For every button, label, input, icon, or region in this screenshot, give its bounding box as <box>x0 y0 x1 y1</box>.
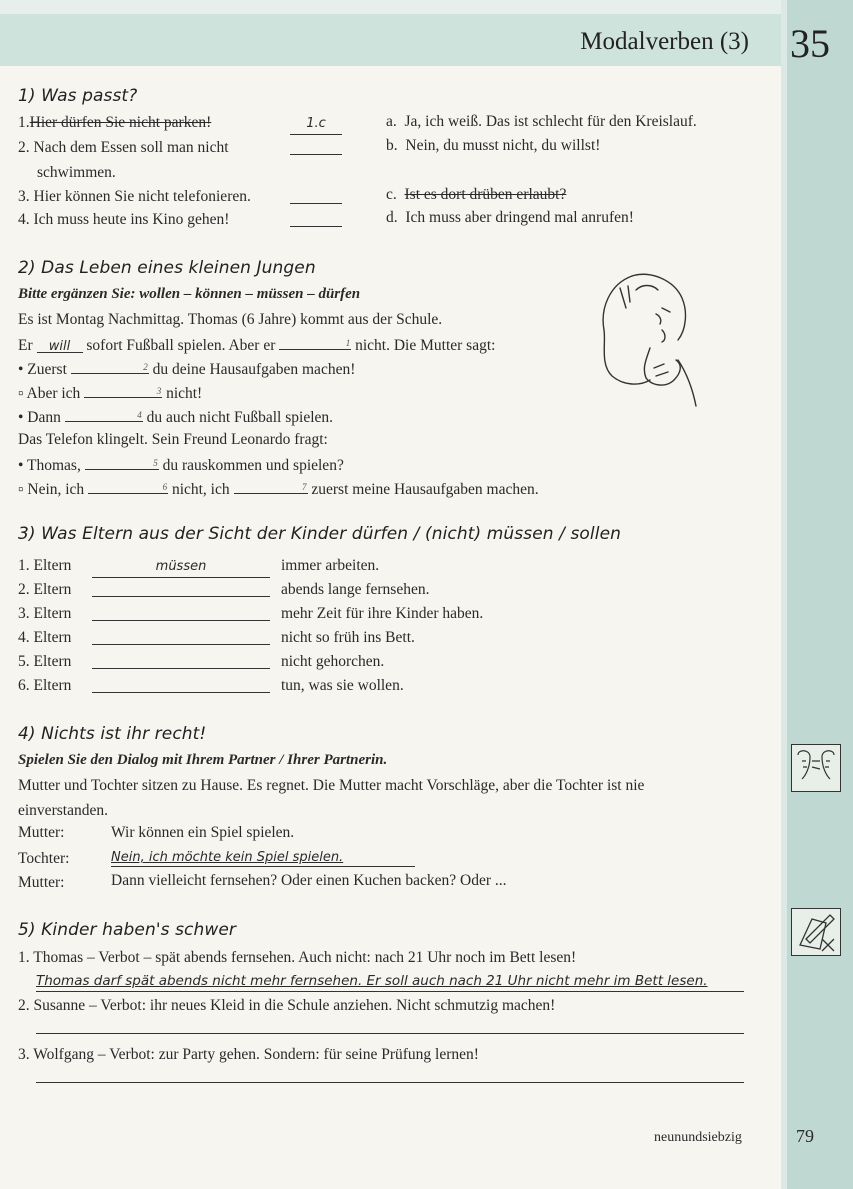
s2-blank-1[interactable]: 1 <box>279 334 351 350</box>
side-margin-edge <box>781 0 787 1189</box>
s5-item-2: 2. Susanne – Verbot: ihr neues Kleid in die Schule anziehen. Nicht schmutzig machen! <box>18 997 556 1014</box>
s2-line7: • Thomas, 5 du rauskommen und spielen? <box>18 454 344 476</box>
s3-row: 1. Eltern <box>18 557 72 574</box>
s2-blank-4[interactable]: 4 <box>65 406 143 422</box>
side-margin-strip <box>785 0 853 1189</box>
s1-item-2: 2. Nach dem Essen soll man nicht <box>18 139 229 156</box>
s3-row: 5. Eltern <box>18 653 72 670</box>
s2-intro: Es ist Montag Nachmittag. Thomas (6 Jahre) kommt aus der Schule. <box>18 311 443 328</box>
s4-intro-1: Mutter und Tochter sitzen zu Hause. Es regnet. Die Mutter macht Vorschläge, aber die Tochter ist nie <box>18 777 645 794</box>
chapter-title: Modalverben (3) <box>580 28 749 55</box>
chapter-number: 35 <box>790 21 830 66</box>
page-number-word: neunundsiebzig <box>654 1130 742 1145</box>
s3-rest: abends lange fernsehen. <box>281 581 430 598</box>
section2-instruction: Bitte ergänzen Sie: wollen – können – müssen – dürfen <box>18 286 361 302</box>
s2-blank-3[interactable]: 3 <box>84 382 162 398</box>
s2-blank-6[interactable]: 6 <box>88 478 168 494</box>
dialog-speaker: Mutter: <box>18 824 65 841</box>
s2-blank-2[interactable]: 2 <box>71 358 149 374</box>
s2-line3: • Zuerst 2 du deine Hausaufgaben machen! <box>18 358 355 380</box>
s5-answer-1[interactable]: Thomas darf spät abends nicht mehr fernsehen. Er soll auch nach 21 Uhr nicht mehr im Bett lesen. <box>36 971 744 992</box>
s3-answer-3[interactable] <box>92 620 270 621</box>
s1-option-a: a. Ja, ich weiß. Das ist schlecht für den Kreislauf. <box>386 113 697 130</box>
s5-item-3: 3. Wolfgang – Verbot: zur Party gehen. Sondern: für seine Prüfung lernen! <box>18 1046 479 1063</box>
s1-item-1: 1.Hier dürfen Sie nicht parken! <box>18 114 212 131</box>
s2-line5: • Dann 4 du auch nicht Fußball spielen. <box>18 406 333 428</box>
s1-item-3: 3. Hier können Sie nicht telefonieren. <box>18 188 251 205</box>
dialog-text: Wir können ein Spiel spielen. <box>111 824 295 841</box>
section1-heading: 1) Was passt? <box>18 86 138 106</box>
section4-heading: 4) Nichts ist ihr recht! <box>18 724 207 744</box>
section3-heading: 3) Was Eltern aus der Sicht der Kinder dürfen / (nicht) müssen / sollen <box>18 524 622 544</box>
s5-item-1: 1. Thomas – Verbot – spät abends fernsehen. Auch nicht: nach 21 Uhr noch im Bett lesen! <box>18 949 577 966</box>
s2-blank-7[interactable]: 7 <box>234 478 308 494</box>
dialog-answer[interactable]: Nein, ich möchte kein Spiel spielen. <box>111 848 415 867</box>
s2-line2: Er will sofort Fußball spielen. Aber er 1 nicht. Die Mutter sagt: <box>18 334 495 356</box>
writing-pen-icon <box>791 908 841 956</box>
dialog-speaker: Mutter: <box>18 874 65 891</box>
s3-answer-5[interactable] <box>92 668 270 669</box>
s5-answer-2[interactable] <box>36 1033 744 1034</box>
s1-option-c: c. Ist es dort drüben erlaubt? <box>386 186 567 203</box>
s3-row: 6. Eltern <box>18 677 72 694</box>
header-band-highlight <box>0 0 785 14</box>
s2-blank-0[interactable]: will <box>37 337 83 353</box>
s3-row: 3. Eltern <box>18 605 72 622</box>
section5-heading: 5) Kinder haben's schwer <box>18 920 237 940</box>
s3-rest: nicht gehorchen. <box>281 653 385 670</box>
dialog-text: Dann vielleicht fernsehen? Oder einen Kuchen backen? Oder ... <box>111 872 507 889</box>
s5-answer-3[interactable] <box>36 1082 744 1083</box>
s3-rest: immer arbeiten. <box>281 557 380 574</box>
s3-answer-4[interactable] <box>92 644 270 645</box>
s1-answer-2[interactable] <box>290 154 342 155</box>
s1-item-4: 4. Ich muss heute ins Kino gehen! <box>18 211 230 228</box>
s3-answer-2[interactable] <box>92 596 270 597</box>
section2-heading: 2) Das Leben eines kleinen Jungen <box>18 258 316 278</box>
s3-answer-1[interactable]: müssen <box>92 556 270 578</box>
s1-option-b: b. Nein, du musst nicht, du willst! <box>386 137 601 154</box>
s1-answer-4[interactable] <box>290 226 342 227</box>
s2-blank-5[interactable]: 5 <box>85 454 159 470</box>
boy-illustration <box>590 268 700 410</box>
s3-answer-6[interactable] <box>92 692 270 693</box>
s3-row: 4. Eltern <box>18 629 72 646</box>
s3-rest: tun, was sie wollen. <box>281 677 404 694</box>
s2-line6: Das Telefon klingelt. Sein Freund Leonardo fragt: <box>18 431 328 448</box>
s4-intro-2: einverstanden. <box>18 802 108 819</box>
s3-rest: mehr Zeit für ihre Kinder haben. <box>281 605 484 622</box>
s1-option-d: d. Ich muss aber dringend mal anrufen! <box>386 209 634 226</box>
page-number: 79 <box>796 1126 814 1146</box>
s3-row: 2. Eltern <box>18 581 72 598</box>
section4-instruction: Spielen Sie den Dialog mit Ihrem Partner / Ihrer Partnerin. <box>18 752 388 768</box>
s1-item-2-cont: schwimmen. <box>37 164 116 181</box>
s2-line4: ▫ Aber ich 3 nicht! <box>18 382 202 404</box>
dialog-speaker: Tochter: <box>18 850 70 867</box>
s3-rest: nicht so früh ins Bett. <box>281 629 415 646</box>
s2-line8: ▫ Nein, ich 6 nicht, ich 7 zuerst meine Hausaufgaben machen. <box>18 478 539 500</box>
s1-answer-3[interactable] <box>290 203 342 204</box>
s1-answer-1[interactable]: 1.c <box>290 113 342 135</box>
speaking-faces-icon <box>791 744 841 792</box>
